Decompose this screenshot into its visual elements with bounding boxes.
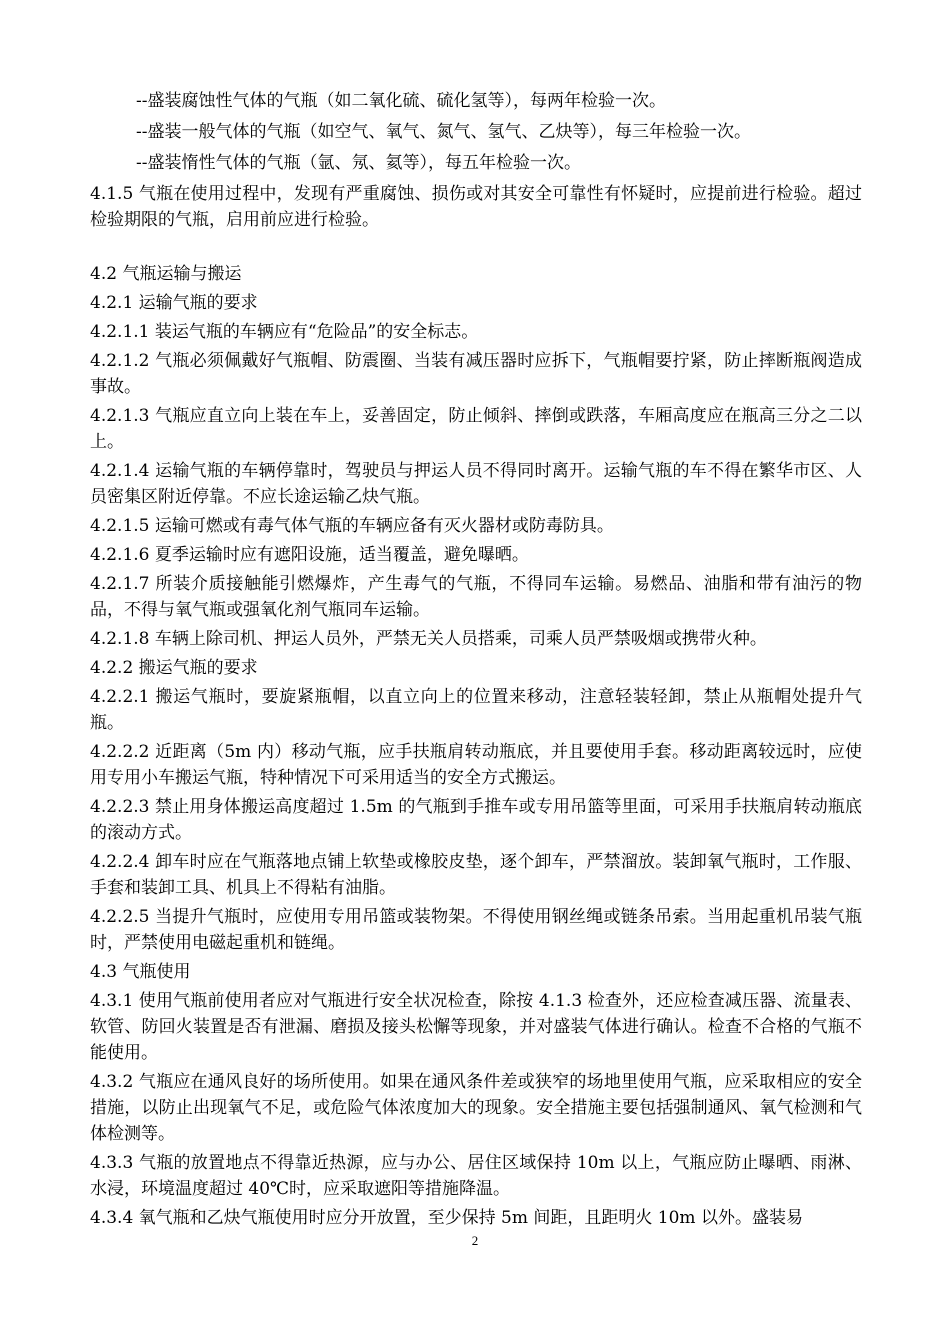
paragraph-4-3-2: 4.3.2 气瓶应在通风良好的场所使用。如果在通风条件差或狭窄的场地里使用气瓶，应采取相应的安全措施，以防止出现氧气不足，或危险气体浓度加大的现象。安全措施主要包括强制通风、氧气检测和气体检测等。 (90, 1072, 862, 1144)
paragraph-4-2-2-1: 4.2.2.1 搬运气瓶时，要旋紧瓶帽，以直立向上的位置来移动，注意轻装轻卸，禁止从瓶帽处提升气瓶。 (90, 687, 862, 733)
paragraph-4-2-1-8: 4.2.1.8 车辆上除司机、押运人员外，严禁无关人员搭乘，司乘人员严禁吸烟或携带火种。 (90, 629, 767, 649)
page-content (90, 88, 862, 1234)
paragraph-4-2-1-5: 4.2.1.5 运输可燃或有毒气体气瓶的车辆应备有灭火器材或防毒防具。 (90, 516, 614, 536)
paragraph-4-3-4: 4.3.4 氧气瓶和乙炔气瓶使用时应分开放置，至少保持 5m 间距，且距明火 10m 以外。盛装易 (90, 1208, 803, 1228)
paragraph-4-1-5: 4.1.5 气瓶在使用过程中，发现有严重腐蚀、损伤或对其安全可靠性有怀疑时，应提前进行检验。超过检验期限的气瓶，启用前应进行检验。 (90, 184, 862, 230)
paragraph-4-2-2-5: 4.2.2.5 当提升气瓶时，应使用专用吊篮或装物架。不得使用钢丝绳或链条吊索。当用起重机吊装气瓶时，严禁使用电磁起重机和链绳。 (90, 907, 862, 953)
paragraph-4-2-1-3: 4.2.1.3 气瓶应直立向上装在车上，妥善固定，防止倾斜、摔倒或跌落，车厢高度应在瓶高三分之二以上。 (90, 406, 862, 452)
paragraph-4-3-3: 4.3.3 气瓶的放置地点不得靠近热源，应与办公、居住区域保持 10m 以上，气瓶应防止曝晒、雨淋、水浸，环境温度超过 40℃时，应采取遮阳等措施降温。 (90, 1153, 862, 1199)
paragraph-4-3-1: 4.3.1 使用气瓶前使用者应对气瓶进行安全状况检查，除按 4.1.3 检查外，还应检查减压器、流量表、软管、防回火装置是否有泄漏、磨损及接头松懈等现象，并对盛装气体进行确认。检查不合格的气瓶不能使用。 (90, 991, 862, 1063)
section-heading-4-3: 4.3 气瓶使用 (90, 962, 191, 982)
paragraph-4-2-2-2: 4.2.2.2 近距离（5m 内）移动气瓶，应手扶瓶肩转动瓶底，并且要使用手套。移动距离较远时，应使用专用小车搬运气瓶，特种情况下可采用适当的安全方式搬运。 (90, 742, 862, 788)
bullet-inert-gas: --盛装惰性气体的气瓶（氩、氖、氦等），每五年检验一次。 (136, 153, 581, 173)
paragraph-4-2-1-1: 4.2.1.1 装运气瓶的车辆应有“危险品”的安全标志。 (90, 322, 479, 342)
bullet-corrosive-gas: --盛装腐蚀性气体的气瓶（如二氧化硫、硫化氢等），每两年检验一次。 (136, 91, 666, 111)
subsection-heading-4-2-2: 4.2.2 搬运气瓶的要求 (90, 658, 258, 678)
paragraph-4-2-1-7: 4.2.1.7 所装介质接触能引燃爆炸，产生毒气的气瓶，不得同车运输。易燃品、油脂和带有油污的物品，不得与氧气瓶或强氧化剂气瓶同车运输。 (90, 574, 862, 620)
bullet-general-gas: --盛装一般气体的气瓶（如空气、氧气、氮气、氢气、乙炔等），每三年检验一次。 (136, 122, 751, 142)
section-heading-4-2: 4.2 气瓶运输与搬运 (90, 264, 242, 284)
paragraph-gap (90, 236, 862, 261)
subsection-heading-4-2-1: 4.2.1 运输气瓶的要求 (90, 293, 258, 313)
paragraph-4-2-2-3: 4.2.2.3 禁止用身体搬运高度超过 1.5m 的气瓶到手推车或专用吊篮等里面，可采用手扶瓶肩转动瓶底的滚动方式。 (90, 797, 862, 843)
paragraph-4-2-1-4: 4.2.1.4 运输气瓶的车辆停靠时，驾驶员与押运人员不得同时离开。运输气瓶的车不得在繁华市区、人员密集区附近停靠。不应长途运输乙炔气瓶。 (90, 461, 862, 507)
paragraph-4-2-1-6: 4.2.1.6 夏季运输时应有遮阳设施，适当覆盖，避免曝晒。 (90, 545, 529, 565)
paragraph-4-2-1-2: 4.2.1.2 气瓶必须佩戴好气瓶帽、防震圈、当装有减压器时应拆下，气瓶帽要拧紧，防止摔断瓶阀造成事故。 (90, 351, 862, 397)
paragraph-4-2-2-4: 4.2.2.4 卸车时应在气瓶落地点铺上软垫或橡胶皮垫，逐个卸车，严禁溜放。装卸氧气瓶时，工作服、手套和装卸工具、机具上不得粘有油脂。 (90, 852, 862, 898)
page-number: 2 (471, 1233, 479, 1248)
